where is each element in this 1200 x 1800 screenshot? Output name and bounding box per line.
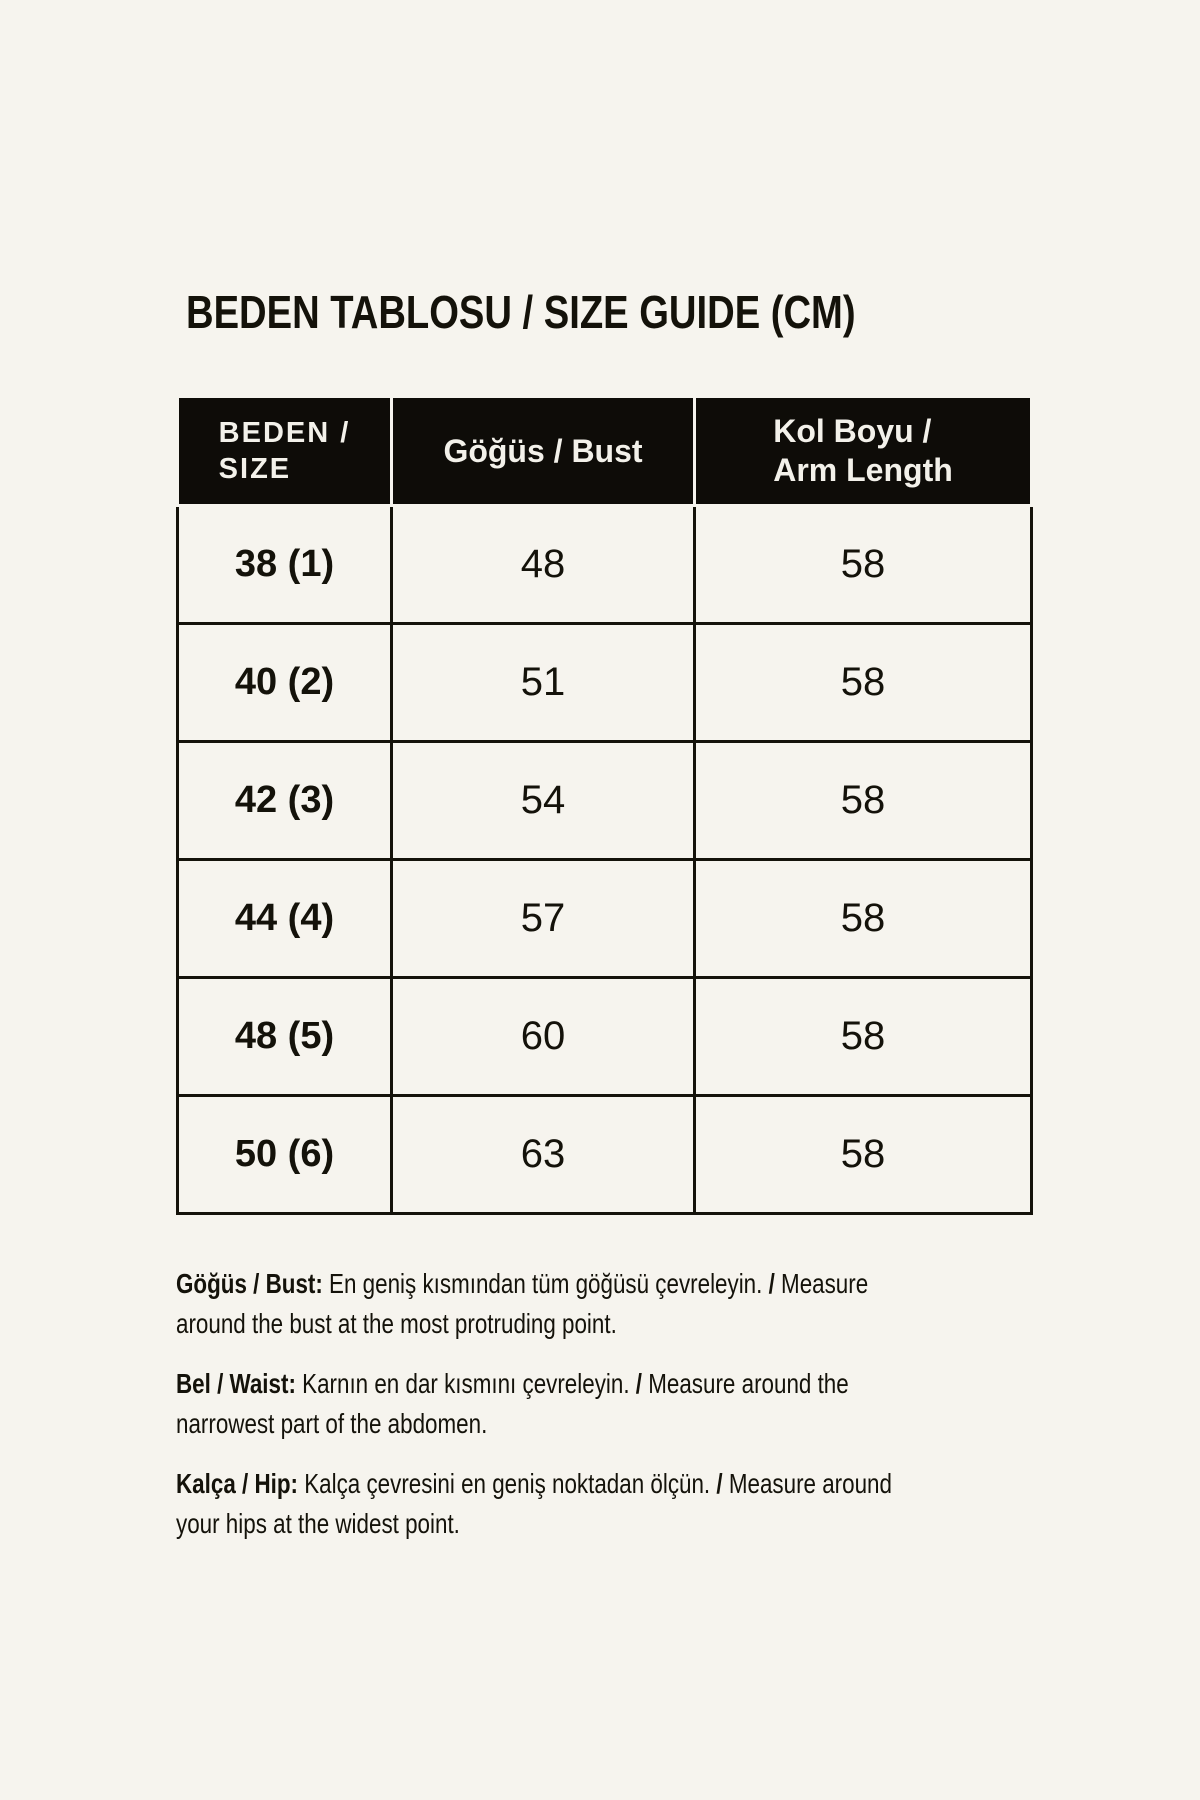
note-segment: En geniş kısmından tüm göğüsü çevreleyin. (322, 1268, 769, 1299)
size-guide-table (176, 395, 1033, 1215)
bust-cell: 57 (392, 860, 695, 978)
table-row (178, 506, 1032, 624)
header-arm-length-label (773, 412, 953, 490)
table-row (178, 978, 1032, 1096)
arm-length-cell: 58 (695, 742, 1032, 860)
note-segment: Kalça / Hip: (176, 1468, 298, 1499)
note-segment: Kalça çevresini en geniş noktadan ölçün. (297, 1468, 717, 1499)
note-segment: narrowest part of the abdomen. (176, 1408, 488, 1439)
note-segment: around the bust at the most protruding point. (176, 1308, 617, 1339)
bust-cell: 48 (392, 506, 695, 624)
note-waist (176, 1364, 976, 1444)
bust-cell: 63 (392, 1096, 695, 1214)
size-cell: 44 (4) (178, 860, 392, 978)
note-segment: / (716, 1468, 723, 1499)
note-segment: Bel / Waist: (176, 1368, 296, 1399)
note-segment: Measure around (722, 1468, 892, 1499)
header-line: BEDEN / (218, 417, 351, 449)
size-cell: 48 (5) (178, 978, 392, 1096)
note-segment: Karnın en dar kısmını çevreleyin. (295, 1368, 636, 1399)
note-segment: Measure (774, 1268, 869, 1299)
header-line: Kol Boyu / (773, 413, 932, 449)
header-cell-arm-length (695, 397, 1032, 506)
size-cell: 40 (2) (178, 624, 392, 742)
arm-length-cell: 58 (695, 860, 1032, 978)
size-cell: 50 (6) (178, 1096, 392, 1214)
note-segment: / (635, 1368, 643, 1399)
arm-length-cell: 58 (695, 506, 1032, 624)
table-row (178, 742, 1032, 860)
header-size-label (219, 415, 351, 487)
note-hip (176, 1464, 976, 1544)
header-line: Arm Length (773, 452, 953, 488)
note-segment: / (768, 1268, 775, 1299)
note-bust (176, 1264, 976, 1344)
header-cell-size (178, 397, 392, 506)
header-cell-bust (392, 397, 695, 506)
page-title: BEDEN TABLOSU / SIZE GUIDE (CM) (186, 286, 856, 338)
note-segment: your hips at the widest point. (176, 1508, 460, 1539)
size-cell: 42 (3) (178, 742, 392, 860)
header-line: Göğüs / Bust (443, 432, 643, 469)
arm-length-cell: 58 (695, 1096, 1032, 1214)
table-row (178, 624, 1032, 742)
table-row (178, 860, 1032, 978)
arm-length-cell: 58 (695, 978, 1032, 1096)
bust-cell: 60 (392, 978, 695, 1096)
bust-cell: 54 (392, 742, 695, 860)
bust-cell: 51 (392, 624, 695, 742)
table-header-row (178, 397, 1032, 506)
table-body (178, 506, 1032, 1214)
measurement-notes (176, 1264, 1176, 1564)
arm-length-cell: 58 (695, 624, 1032, 742)
table-row (178, 1096, 1032, 1214)
size-cell: 38 (1) (178, 506, 392, 624)
header-line: SIZE (218, 453, 292, 485)
header-bust-label (443, 433, 642, 470)
note-segment: Göğüs / Bust: (176, 1268, 323, 1299)
note-segment: Measure around the (642, 1368, 849, 1399)
